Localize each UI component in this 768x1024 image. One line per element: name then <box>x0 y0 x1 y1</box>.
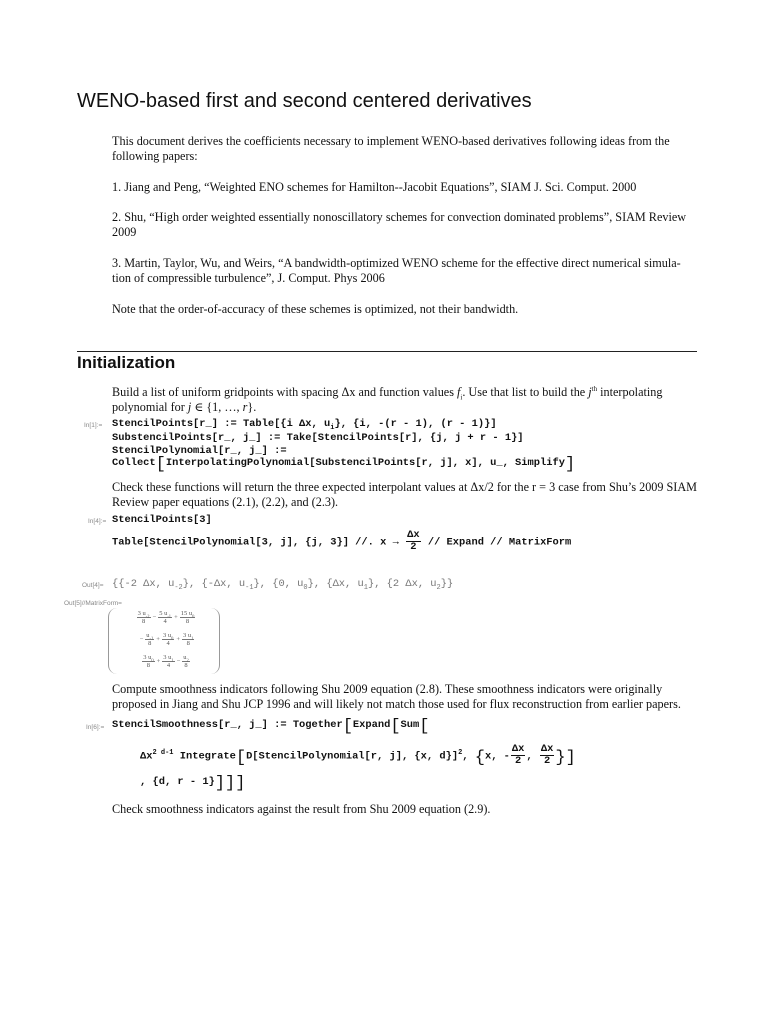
reference-1: 1. Jiang and Peng, “Weighted ENO schemes for Hamilton--Jacobit Equations”, SIAM J. Sci. Comput. 2000 <box>112 180 637 194</box>
output-list: {{-2 Δx, $u_{-2}$}, {-Δx, $u_{-1}$}, {0, $u_0$}, {Δx, $u_1$}, {2 Δx, $u_2$}} <box>112 578 454 593</box>
document-title: WENO-based first and second centered derivatives <box>77 90 532 112</box>
matrix-term: $\frac{3 u_1}{8}$ <box>183 632 194 647</box>
check-paragraph: Check these functions will return the three expected interpolant values at Δx/2 for the r = 3 case from Shu’s 2009 SIAM Review paper equations (2.1), (2.2), and (2.3). <box>112 480 697 509</box>
section-divider <box>77 351 697 352</box>
code-line[interactable]: $\Delta x^{2 d-1}$ Integrate[D[StencilPolynomial[r, j], {x, d}]$^2$, {x, - $\frac{\Delta x}{2}$ , $\frac{\Delta x}{2}$ }] <box>140 743 576 768</box>
matrix-term: $\frac{15 u_0}{8}$ <box>180 610 195 625</box>
output-matrix <box>108 608 220 674</box>
matrix-term: $\frac{u_2}{8}$ <box>183 654 189 669</box>
code-line[interactable]: Collect[InterpolatingPolynomial[SubstencilPoints[r, j], x], u_, Simplify] <box>112 455 576 474</box>
output-label-5: Out[5]//MatrixForm= <box>64 600 122 607</box>
code-line[interactable]: , {d, r - 1}]]] <box>140 774 246 793</box>
smoothness-paragraph: Compute smoothness indicators following Shu 2009 equation (2.8). These smoothness indicators were originally proposed in Jiang and Shu JCP 1996 and will likely not match those used for flux reconstruction from earlier papers. <box>112 682 681 711</box>
input-label-4: In[4]:= <box>88 518 107 525</box>
code-line[interactable]: StencilPoints[3] <box>112 514 212 526</box>
matrix-term: $\frac{3 u_{-2}}{8}$ <box>137 610 150 625</box>
output-label-4: Out[4]= <box>82 582 104 589</box>
matrix-term: $\frac{3 u_1}{4}$ <box>163 654 174 669</box>
matrix-term: $\frac{u_{-1}}{8}$ <box>146 632 154 647</box>
code-line[interactable]: Table[StencilPolynomial[3, j], {j, 3}] //. x → $\frac{\Delta x}{2}$ // Expand // MatrixForm <box>112 529 572 553</box>
matrix-row: − $\frac{u_{-1}}{8}$ + $\frac{3 u_0}{4}$ + $\frac{3 u_1}{8}$ <box>139 632 194 647</box>
init-paragraph: Build a list of uniform gridpoints with spacing Δx and function values $f_i$. Use that list to build the $j^{th}$ interpolating polynomial for j ∈ {1, …, r}. <box>112 384 663 414</box>
note-paragraph: Note that the order-of-accuracy of these schemes is optimized, not their bandwidth. <box>112 302 519 316</box>
code-line[interactable]: SubstencilPoints[r_, j_] := Take[StencilPoints[r], {j, j + r - 1}] <box>112 432 524 444</box>
matrix-term: $\frac{5 u_{-1}}{4}$ <box>159 610 172 625</box>
code-line[interactable]: StencilPoints[r_] := Table[{i Δx, $u_i$}, {i, -(r - 1), (r - 1)}] <box>112 418 497 433</box>
code-line[interactable]: StencilSmoothness[r_, j_] := Together[Expand[Sum[ <box>112 717 430 736</box>
code-line[interactable]: StencilPolynomial[r_, j_] := <box>112 445 287 457</box>
reference-3: 3. Martin, Taylor, Wu, and Weirs, “A bandwidth-optimized WENO scheme for the effective direct numerical simula-tion of compressible turbulence”, J. Comput. Phys 2006 <box>112 256 681 285</box>
input-label-6: In[6]:= <box>86 724 105 731</box>
intro-paragraph: This document derives the coefficients necessary to implement WENO-based derivatives following ideas from the following papers: <box>112 134 670 163</box>
input-label-1: In[1]:= <box>84 422 103 429</box>
check-smoothness-paragraph: Check smoothness indicators against the result from Shu 2009 equation (2.9). <box>112 802 491 816</box>
matrix-term: $\frac{3 u_0}{8}$ <box>143 654 154 669</box>
section-title: Initialization <box>77 353 176 372</box>
matrix-row: $\frac{3 u_0}{8}$ + $\frac{3 u_1}{4}$ − $\frac{u_2}{8}$ <box>143 654 189 669</box>
matrix-term: $\frac{3 u_0}{4}$ <box>162 632 174 647</box>
reference-2: 2. Shu, “High order weighted essentially nonoscillatory schemes for convection dominated problems”, SIAM Review 2009 <box>112 210 687 239</box>
matrix-row: $\frac{3 u_{-2}}{8}$ − $\frac{5 u_{-1}}{4}$ + $\frac{15 u_0}{8}$ <box>137 610 195 625</box>
